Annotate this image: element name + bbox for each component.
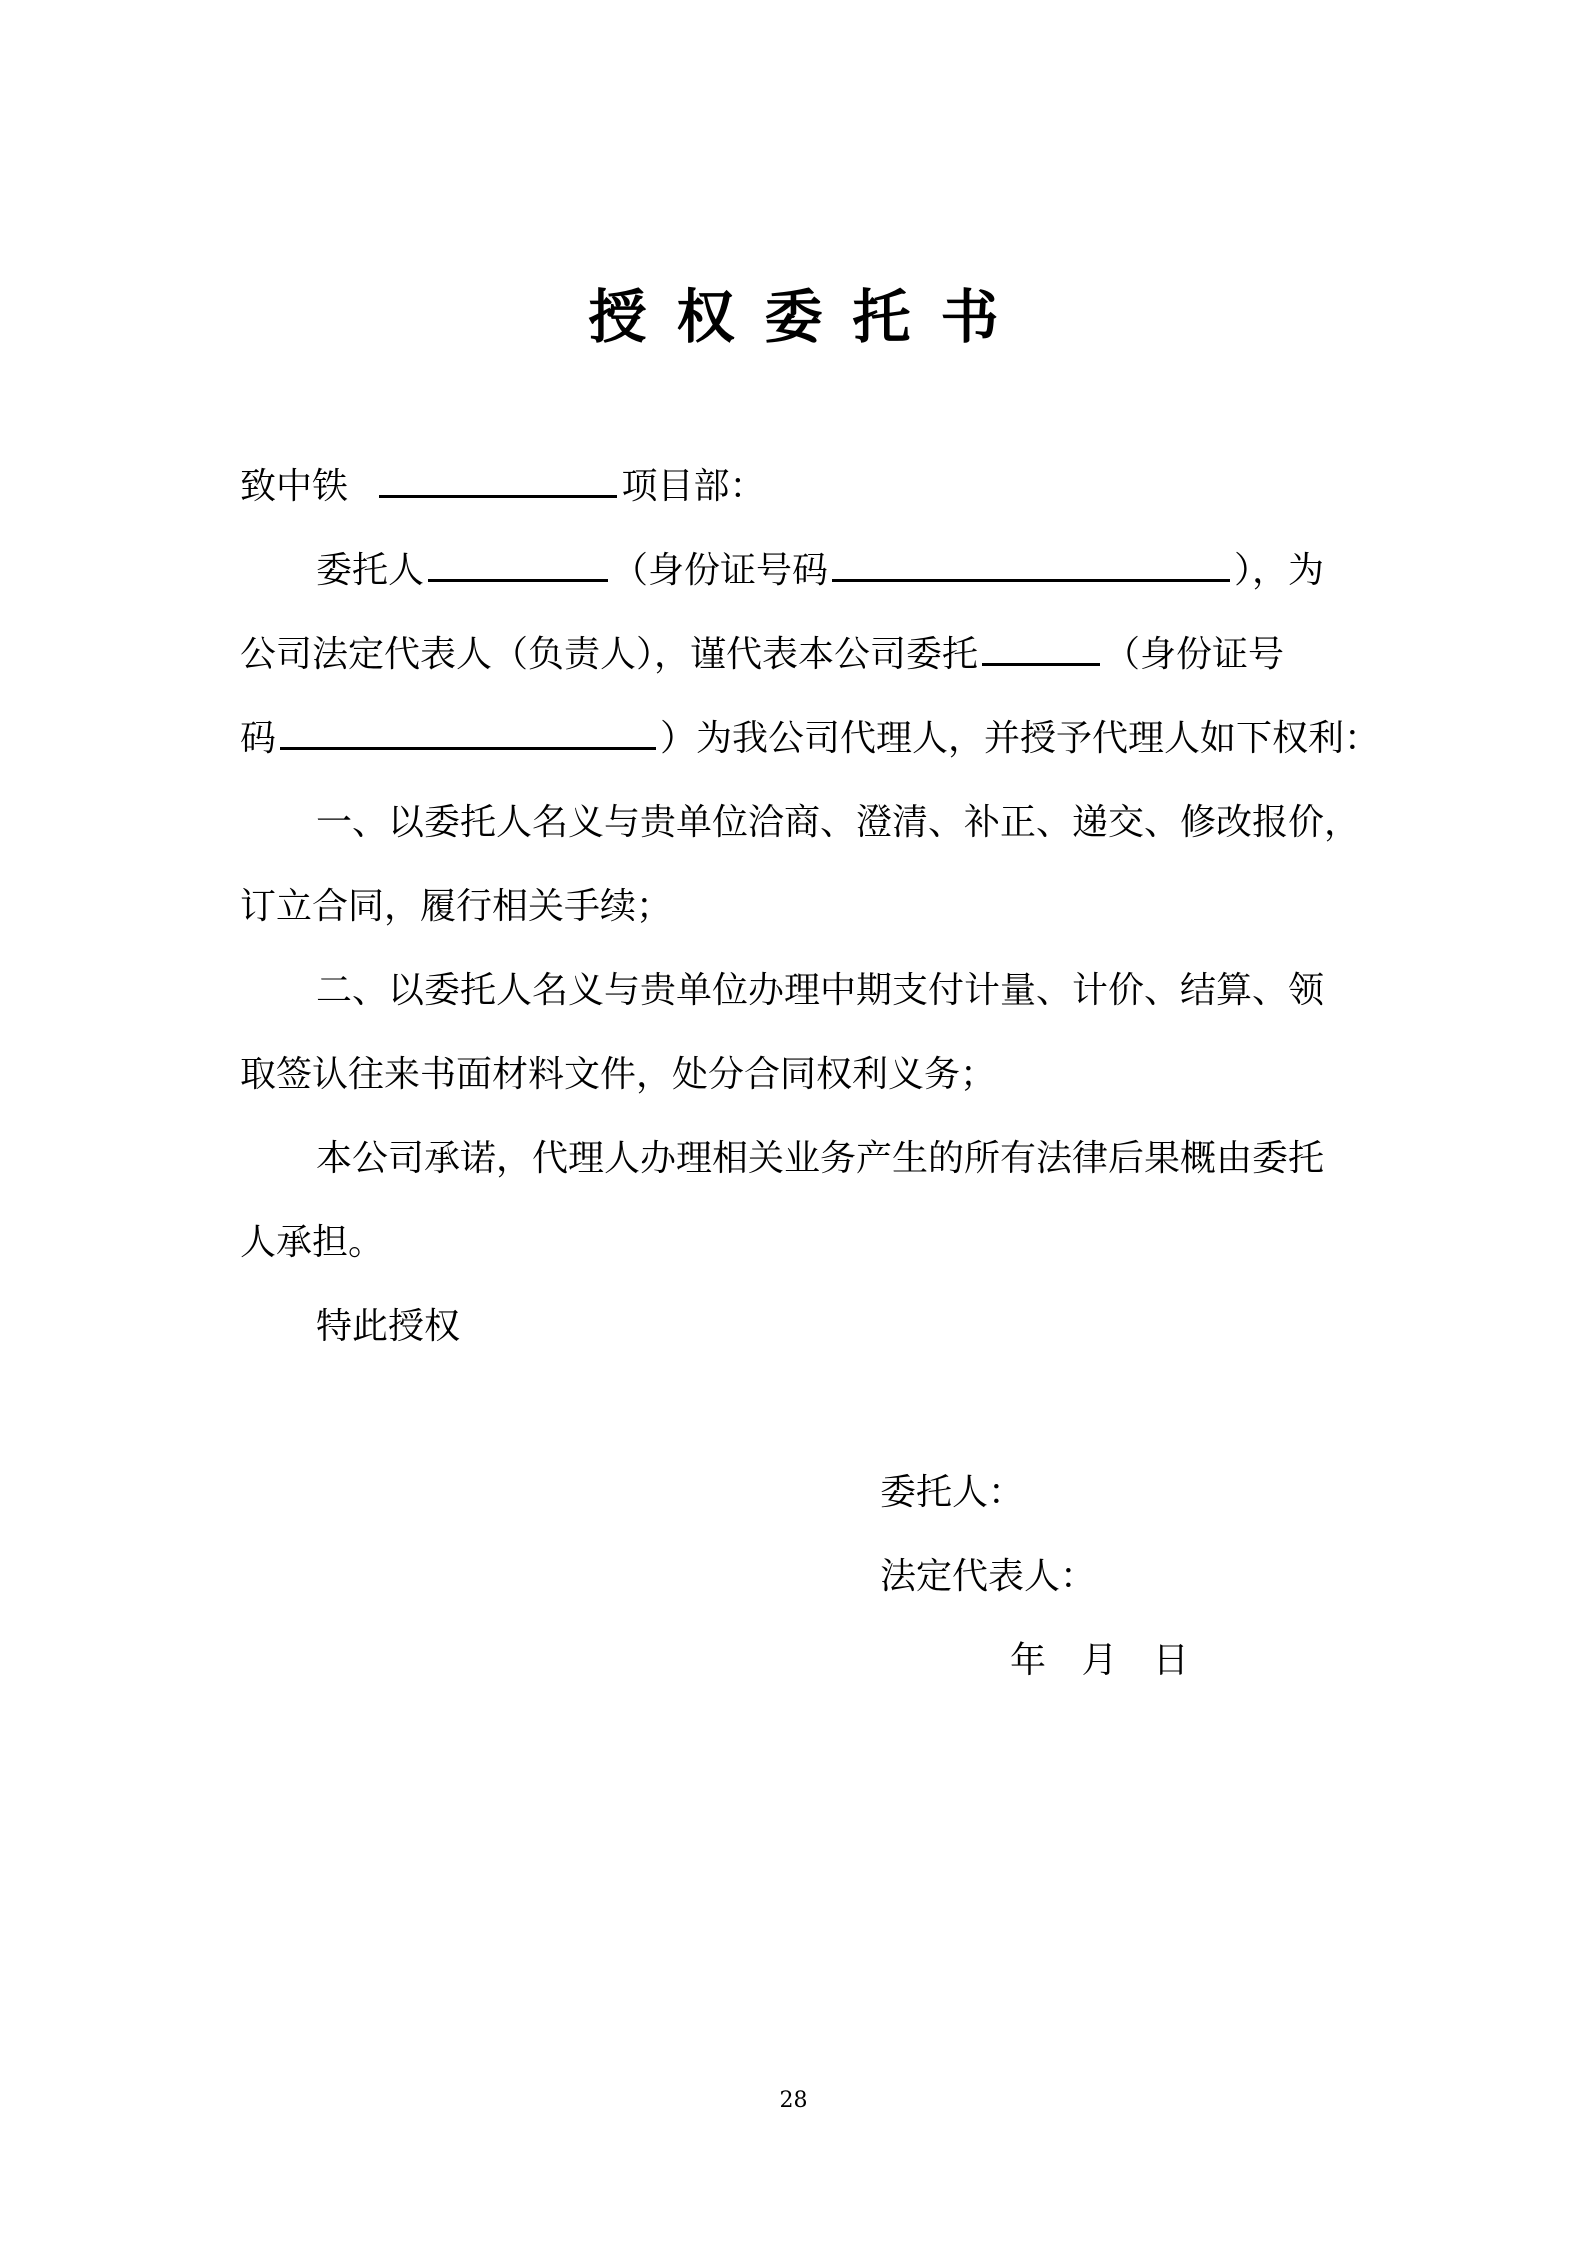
para1-line1 <box>316 546 1426 596</box>
agent-id-blank <box>280 717 656 750</box>
signature-legal-rep: 法定代表人： <box>880 1556 1097 1597</box>
agent-name-blank <box>982 633 1100 666</box>
item1-line2: 订立合同，履行相关手续； <box>240 886 673 927</box>
addressee-prefix: 致中铁 <box>240 466 349 507</box>
principal-id-blank <box>832 549 1230 582</box>
para1-line3 <box>240 714 1381 764</box>
para1-line1-end: ），为 <box>1234 550 1325 591</box>
item2-line1: 二、以委托人名义与贵单位办理中期支付计量、计价、结算、领 <box>316 970 1325 1011</box>
item1-line1: 一、以委托人名义与贵单位洽商、澄清、补正、递交、修改报价， <box>316 802 1361 843</box>
agent-id-label-cont: 码 <box>240 718 277 759</box>
commitment-line1: 本公司承诺，代理人办理相关业务产生的所有法律后果概由委托 <box>316 1138 1325 1179</box>
addressee-suffix: 项目部： <box>621 466 766 507</box>
principal-name-blank <box>428 549 608 582</box>
para1-line3-text: ）为我公司代理人，并授予代理人如下权利： <box>660 718 1381 759</box>
para1-line2 <box>240 630 1350 680</box>
closing-text: 特此授权 <box>316 1306 461 1347</box>
para1-line2-text: 公司法定代表人（负责人），谨代表本公司委托 <box>240 634 979 675</box>
addressee-line <box>240 462 1350 512</box>
signature-date: 年 月 日 <box>1010 1640 1201 1681</box>
document-title: 授权委托书 <box>588 283 1029 351</box>
agent-id-label: （身份证号 <box>1104 634 1285 675</box>
principal-label: 委托人 <box>316 550 425 591</box>
item2-line2: 取签认往来书面材料文件，处分合同权利义务； <box>240 1054 997 1095</box>
signature-principal: 委托人： <box>880 1472 1025 1513</box>
project-name-blank <box>379 465 617 498</box>
page-number: 28 <box>779 2088 808 2113</box>
commitment-line2: 人承担。 <box>240 1222 385 1263</box>
id-number-label: （身份证号码 <box>612 550 829 591</box>
